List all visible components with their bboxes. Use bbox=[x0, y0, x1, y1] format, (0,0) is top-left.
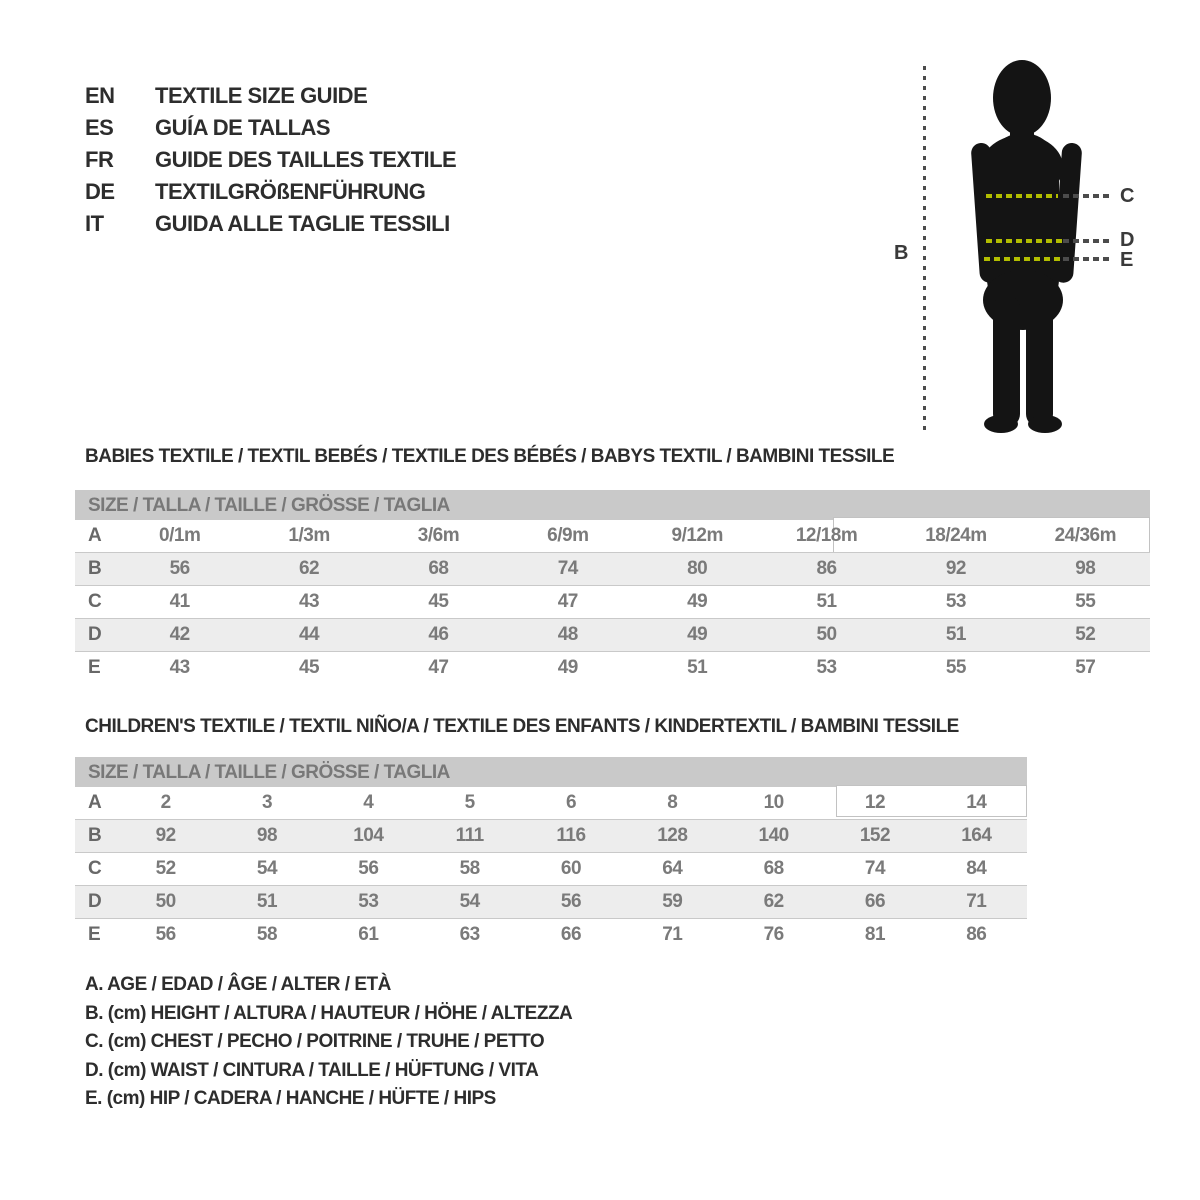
table-row-c bbox=[75, 586, 1150, 619]
table-row-e bbox=[75, 919, 1027, 952]
table-row-e bbox=[75, 652, 1150, 685]
chest-measure-line-extension bbox=[1063, 194, 1109, 198]
size-cell: 54 bbox=[459, 891, 480, 912]
size-cell: 80 bbox=[687, 558, 708, 579]
size-cell: 49 bbox=[687, 591, 708, 612]
language-code: ES bbox=[85, 115, 114, 140]
size-cell: 59 bbox=[662, 891, 683, 912]
size-cell: 12 bbox=[864, 792, 886, 813]
size-cell: 55 bbox=[1075, 591, 1096, 612]
size-cell: 45 bbox=[298, 657, 320, 678]
size-cell: 51 bbox=[687, 657, 708, 678]
legend-item: B. (cm) HEIGHT / ALTURA / HAUTEUR / HÖHE / ALTEZZA bbox=[85, 1002, 573, 1024]
size-cell: 41 bbox=[169, 591, 190, 612]
size-cell: 49 bbox=[687, 624, 708, 645]
row-label: E bbox=[88, 924, 101, 945]
height-label-b: B bbox=[894, 242, 908, 264]
babies-size-header: SIZE / TALLA / TAILLE / GRÖSSE / TAGLIA bbox=[75, 490, 1150, 520]
size-cell: 86 bbox=[966, 924, 987, 945]
language-label: TEXTILE SIZE GUIDE bbox=[155, 83, 368, 108]
size-cell: 56 bbox=[169, 558, 190, 579]
size-cell: 164 bbox=[961, 825, 992, 846]
waist-measure-line bbox=[986, 239, 1064, 243]
legend-item: A. AGE / EDAD / ÂGE / ALTER / ETÀ bbox=[85, 974, 391, 995]
size-cell: 5 bbox=[464, 792, 475, 813]
table-row-b bbox=[75, 553, 1150, 586]
waist-measure-line-extension bbox=[1063, 239, 1109, 243]
size-cell: 55 bbox=[945, 657, 966, 678]
babies-section-title: BABIES TEXTILE / TEXTIL BEBÉS / TEXTILE DES BÉBÉS / BABYS TEXTIL / BAMBINI TESSILE bbox=[85, 446, 895, 467]
size-cell: 71 bbox=[966, 891, 987, 912]
row-label: D bbox=[88, 624, 102, 645]
size-cell: 47 bbox=[428, 657, 449, 678]
size-cell: 66 bbox=[560, 924, 582, 945]
size-cell: 71 bbox=[662, 924, 683, 945]
size-cell: 51 bbox=[945, 624, 966, 645]
size-cell: 0/1m bbox=[159, 525, 201, 546]
size-cell: 61 bbox=[358, 924, 379, 945]
size-cell: 60 bbox=[560, 858, 582, 879]
size-cell: 3/6m bbox=[417, 525, 460, 546]
size-cell: 44 bbox=[298, 624, 320, 645]
size-cell: 2 bbox=[160, 792, 171, 813]
size-cell: 51 bbox=[816, 591, 837, 612]
size-cell: 18/24m bbox=[925, 525, 987, 546]
table-row-d bbox=[75, 886, 1027, 919]
size-cell: 42 bbox=[169, 624, 190, 645]
size-cell: 98 bbox=[1075, 558, 1096, 579]
height-measure-line bbox=[923, 66, 926, 432]
size-cell: 1/3m bbox=[288, 525, 330, 546]
size-cell: 57 bbox=[1075, 657, 1096, 678]
children-size-table bbox=[75, 787, 1027, 951]
row-label: B bbox=[88, 558, 102, 579]
legend-item: E. (cm) HIP / CADERA / HANCHE / HÜFTE / HIPS bbox=[85, 1088, 496, 1110]
size-cell: 53 bbox=[816, 657, 837, 678]
size-cell: 68 bbox=[763, 858, 784, 879]
size-cell: 98 bbox=[256, 825, 278, 846]
language-list bbox=[85, 80, 456, 240]
size-cell: 62 bbox=[298, 558, 320, 579]
size-cell: 6/9m bbox=[547, 525, 589, 546]
language-label: GUIDA ALLE TAGLIE TESSILI bbox=[155, 211, 450, 236]
language-label: GUÍA DE TALLAS bbox=[155, 115, 331, 140]
size-cell: 128 bbox=[657, 825, 688, 846]
hip-measure-line bbox=[984, 257, 1064, 261]
hip-label-e: E bbox=[1120, 249, 1133, 271]
size-cell: 86 bbox=[816, 558, 837, 579]
size-cell: 46 bbox=[428, 624, 449, 645]
size-cell: 50 bbox=[816, 624, 837, 645]
size-cell: 92 bbox=[945, 558, 966, 579]
size-cell: 104 bbox=[353, 825, 384, 846]
size-cell: 47 bbox=[557, 591, 578, 612]
language-code: FR bbox=[85, 147, 114, 172]
size-cell: 58 bbox=[459, 858, 480, 879]
size-cell: 3 bbox=[261, 792, 273, 813]
size-cell: 43 bbox=[169, 657, 190, 678]
size-cell: 4 bbox=[363, 792, 374, 813]
babies-size-table bbox=[75, 520, 1150, 684]
table-row-a bbox=[75, 520, 1150, 553]
table-row-a bbox=[75, 787, 1027, 820]
language-label: TEXTILGRÖßENFÜHRUNG bbox=[155, 179, 426, 204]
measure-legend bbox=[85, 974, 572, 1117]
language-row bbox=[85, 144, 456, 176]
size-cell: 45 bbox=[428, 591, 449, 612]
size-cell: 74 bbox=[557, 558, 578, 579]
table-row-d bbox=[75, 619, 1150, 652]
children-section-title: CHILDREN'S TEXTILE / TEXTIL NIÑO/A / TEXTILE DES ENFANTS / KINDERTEXTIL / BAMBINI TESSILE bbox=[85, 716, 959, 737]
size-cell: 52 bbox=[155, 858, 176, 879]
size-cell: 81 bbox=[864, 924, 886, 945]
waist-label-d: D bbox=[1120, 229, 1134, 251]
table-row-b bbox=[75, 820, 1027, 853]
size-cell: 76 bbox=[763, 924, 784, 945]
children-size-header: SIZE / TALLA / TAILLE / GRÖSSE / TAGLIA bbox=[75, 757, 1027, 787]
size-cell: 63 bbox=[459, 924, 480, 945]
size-cell: 52 bbox=[1075, 624, 1096, 645]
chest-label-c: C bbox=[1120, 185, 1134, 207]
row-label: A bbox=[88, 792, 102, 813]
size-cell: 111 bbox=[455, 825, 484, 846]
size-cell: 56 bbox=[155, 924, 176, 945]
language-code: IT bbox=[85, 211, 104, 236]
size-cell: 92 bbox=[155, 825, 176, 846]
size-cell: 64 bbox=[662, 858, 683, 879]
size-cell: 62 bbox=[763, 891, 784, 912]
size-cell: 43 bbox=[298, 591, 320, 612]
language-code: DE bbox=[85, 179, 115, 204]
size-cell: 12/18m bbox=[795, 525, 858, 546]
language-code: EN bbox=[85, 83, 115, 108]
size-cell: 48 bbox=[557, 624, 578, 645]
size-cell: 50 bbox=[155, 891, 176, 912]
row-label: C bbox=[88, 858, 102, 879]
language-row bbox=[85, 112, 456, 144]
size-cell: 9/12m bbox=[671, 525, 723, 546]
row-label: D bbox=[88, 891, 102, 912]
table-row-c bbox=[75, 853, 1027, 886]
size-cell: 10 bbox=[763, 792, 784, 813]
size-cell: 152 bbox=[859, 825, 891, 846]
size-cell: 66 bbox=[864, 891, 886, 912]
row-label: A bbox=[88, 525, 102, 546]
language-label: GUIDE DES TAILLES TEXTILE bbox=[155, 147, 457, 172]
size-cell: 116 bbox=[556, 825, 586, 846]
language-row bbox=[85, 176, 456, 208]
row-label: E bbox=[88, 657, 101, 678]
row-label: C bbox=[88, 591, 102, 612]
size-cell: 140 bbox=[758, 825, 789, 846]
legend-item: D. (cm) WAIST / CINTURA / TAILLE / HÜFTUNG / VITA bbox=[85, 1059, 539, 1081]
legend-item: C. (cm) CHEST / PECHO / POITRINE / TRUHE / PETTO bbox=[85, 1031, 545, 1053]
size-cell: 54 bbox=[256, 858, 278, 879]
size-cell: 74 bbox=[864, 858, 886, 879]
chest-measure-line bbox=[986, 194, 1058, 198]
language-row bbox=[85, 80, 456, 112]
size-cell: 58 bbox=[256, 924, 278, 945]
hip-measure-line-extension bbox=[1063, 257, 1109, 261]
size-cell: 53 bbox=[945, 591, 966, 612]
language-row bbox=[85, 208, 456, 240]
size-cell: 56 bbox=[358, 858, 379, 879]
size-cell: 8 bbox=[667, 792, 678, 813]
size-cell: 49 bbox=[557, 657, 578, 678]
size-cell: 14 bbox=[966, 792, 987, 813]
size-cell: 53 bbox=[358, 891, 379, 912]
size-cell: 6 bbox=[565, 792, 577, 813]
size-cell: 24/36m bbox=[1054, 525, 1117, 546]
size-cell: 51 bbox=[256, 891, 278, 912]
row-label: B bbox=[88, 825, 102, 846]
size-cell: 84 bbox=[966, 858, 987, 879]
size-cell: 56 bbox=[560, 891, 582, 912]
size-cell: 68 bbox=[428, 558, 449, 579]
child-silhouette-icon bbox=[957, 55, 1097, 435]
